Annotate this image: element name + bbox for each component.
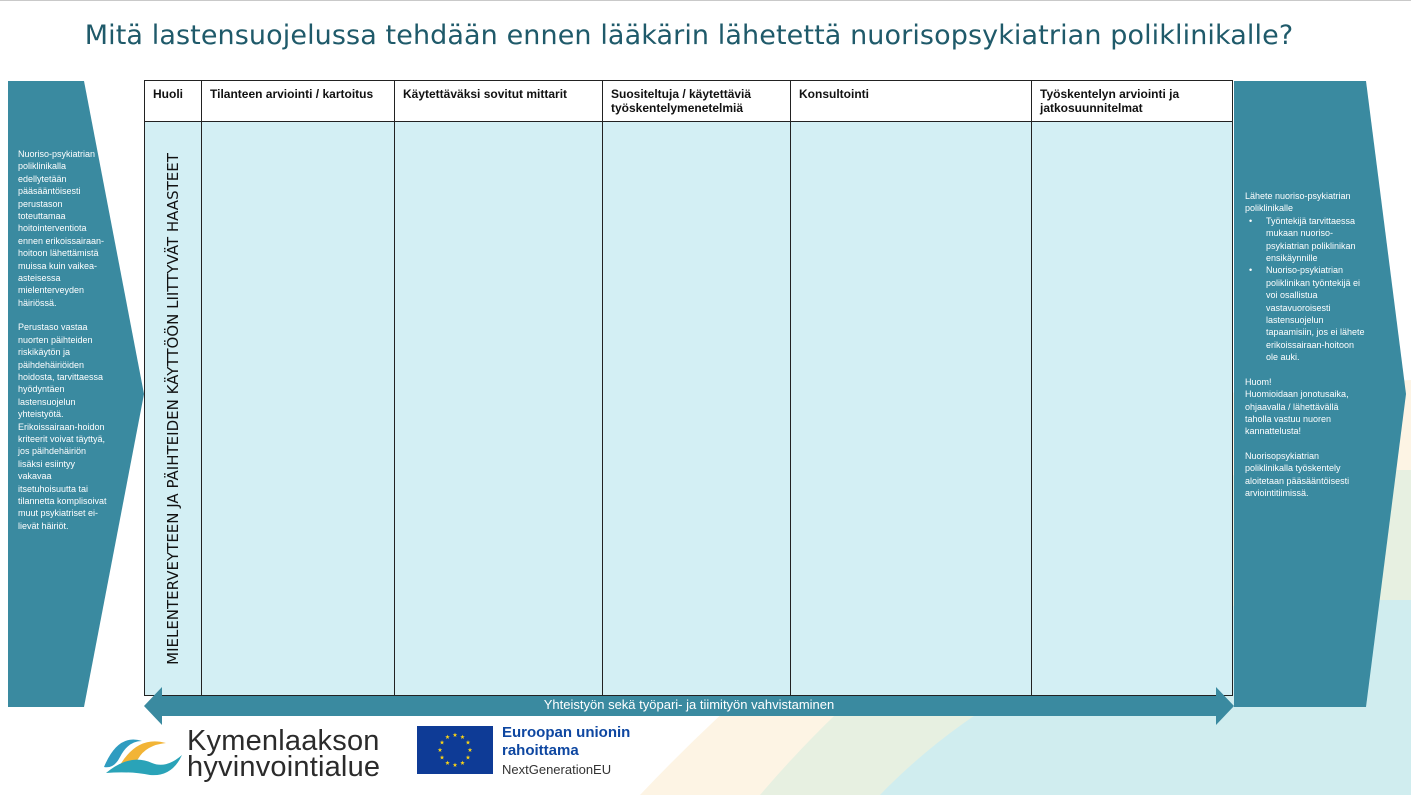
- eu-flag-icon: [417, 726, 493, 774]
- header-huoli: Huoli: [145, 81, 202, 122]
- cell-arviointi: [202, 122, 395, 696]
- cell-menetelmat: [603, 122, 791, 696]
- kymenlaakso-name-line1: Kymenlaakson: [187, 725, 380, 757]
- table-row: [145, 122, 1233, 696]
- cell-konsultointi: [791, 122, 1032, 696]
- page-title: Mitä lastensuojelussa tehdään ennen lääkärin lähetettä nuorisopsykiatrian poliklinikalle?: [84, 20, 1294, 51]
- left-panel-text: [18, 148, 110, 544]
- cell-mittarit: [395, 122, 603, 696]
- note-title: Huom!: [1245, 376, 1272, 387]
- note-text: Huomioidaan jonotusaika, ohjaavalla / lähettävällä taholla vastuu nuoren kannattelusta!: [1245, 389, 1349, 437]
- bottom-arrow-label: Yhteistyön sekä työpari- ja tiimityön vahvistaminen: [543, 697, 835, 712]
- closing-text: Nuorisopsykiatrian poliklinikalla työskentely aloitetaan pääsääntöisesti arviointitiimissä.: [1245, 450, 1350, 498]
- table-header-row: [145, 81, 1233, 122]
- header-jatkosuunnitelmat: Työskentelyn arviointi ja jatkosuunnitelmat: [1032, 81, 1233, 122]
- header-arviointi: Tilanteen arviointi / kartoitus: [202, 81, 395, 122]
- eu-funding-line3: NextGenerationEU: [502, 762, 612, 777]
- header-menetelmat: Suositeltuja / käytettäviä työskentelymenetelmiä: [603, 81, 791, 122]
- left-paragraph-1: Nuoriso-psykiatrian poliklinikalla edellytetään pääsääntöisesti perustason toteuttamaa hoitointerventiota ennen erikoissairaan-hoitoon lähettämistä muissa kuin vaikea-asteisessa mielenterveyden häiriössä.: [18, 149, 105, 308]
- cell-jatkosuunnitelmat: [1032, 122, 1233, 696]
- wave-logo-icon: [100, 725, 188, 785]
- row-label: MIELENTERVEYTEEN JA PÄIHTEIDEN KÄYTTÖÖN LIITTYVÄT HAASTEET: [164, 152, 182, 665]
- header-konsultointi: Konsultointi: [791, 81, 1032, 122]
- eu-funding-line1: Euroopan unionin: [502, 724, 631, 741]
- kymenlaakso-name-line2: hyvinvointialue: [187, 751, 381, 783]
- eu-funding-line2: rahoittama: [502, 742, 579, 759]
- left-paragraph-2: Perustaso vastaa nuorten päihteiden riskikäytön ja päihdehäiriöiden hoidosta, tarvittaessa hyödyntäen lastensuojelun yhteistyötä. Erikoissairaan-hoidon kriteerit voivat täyttyä, jos päihdehäiriön lisäksi esiintyy vakavaa itsetuhoisuutta tai tilannetta komplisoivat muut psykiatriset ei-lievät häiriöt.: [18, 322, 107, 531]
- header-mittarit: Käytettäväksi sovitut mittarit: [395, 81, 603, 122]
- kymenlaakso-logo: [100, 725, 400, 785]
- right-bullet-2: • Nuoriso-psykiatrian poliklinikan työntekijä ei voi osallistua vastavuoroisesti lastensuojelun tapaamisiin, jos ei lähete erikoissairaan-hoitoon ole auki.: [1266, 264, 1365, 363]
- process-table: [144, 80, 1233, 696]
- row-label-cell: [145, 122, 202, 696]
- right-intro: Lähete nuoriso-psykiatrian poliklinikalle: [1245, 191, 1351, 214]
- right-panel-text: [1245, 190, 1365, 499]
- right-bullet-1: • Työntekijä tarvittaessa mukaan nuoriso-psykiatrian poliklinikan ensikäynnille: [1266, 215, 1365, 265]
- right-bullet-list: [1245, 215, 1365, 364]
